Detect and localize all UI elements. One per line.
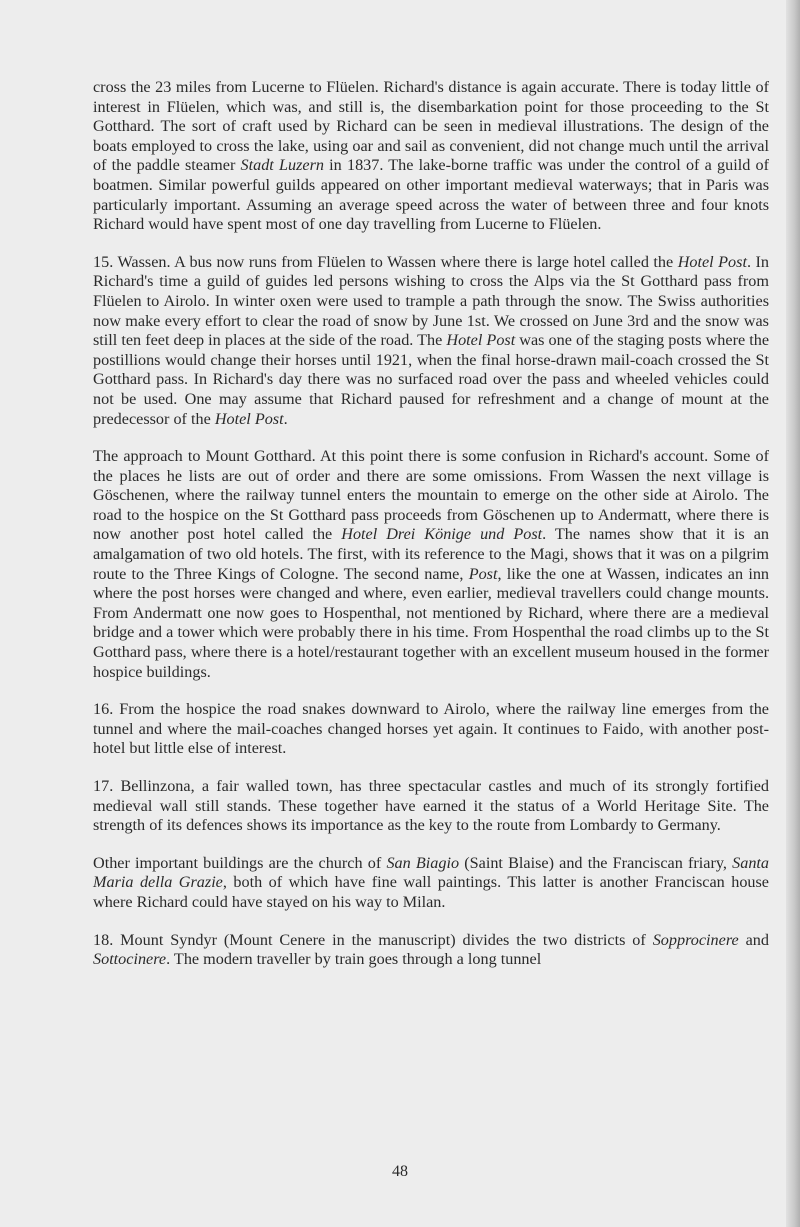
text-run: Other important buildings are the church of <box>93 853 387 872</box>
italic-text: Post <box>468 564 498 583</box>
text-run: . The modern traveller by train goes through a long tunnel <box>166 950 542 969</box>
italic-text: Hotel Drei Könige und Post <box>341 525 543 544</box>
paragraph-4 <box>93 700 769 759</box>
italic-text: Sopprocinere <box>652 930 739 949</box>
text-run: . The names show that it is an amalgamation of two old hotels. The first, with its reference to the Magi, shows that it was on a pilgrim route to the Three Kings of Cologne. The second name, <box>93 525 770 583</box>
text-run: , both of which have fine wall paintings. This latter is another Franciscan house where Richard could have stayed on his way to Milan. <box>93 873 769 911</box>
paragraph-2 <box>93 253 769 429</box>
paragraph-6 <box>93 854 769 913</box>
text-run: . <box>283 409 288 428</box>
text-run: 16. From the hospice the road snakes downward to Airolo, where the railway line emerges from the tunnel and where the mail-coaches changed horses yet again. It continues to Faido, with another post-hotel but little else of interest. <box>93 700 769 758</box>
page-edge-shadow <box>786 0 800 1227</box>
paragraph-3 <box>93 447 769 682</box>
text-run: The approach to Mount Gotthard. At this point there is some confusion in Richard's account. Some of the places he lists are out of order and there are some omissions. From Wassen the next village is Göschenen, where the railway tunnel enters the mountain to emerge on the other side at Airolo. The road to the hospice on the St Gotthard pass proceeds from Göschenen up to Andermatt, where there is now another post hotel called the <box>93 447 769 544</box>
text-run: . In Richard's time a guild of guides led persons wishing to cross the Alps via the St Gotthard pass from Flüelen to Airolo. In winter oxen were used to trample a path through the snow. The Swiss authorities now make every effort to clear the road of snow by June 1st. We crossed on June 3rd and the snow was still ten feet deep in places at the side of the road. The <box>93 252 769 350</box>
text-run: in 1837. The lake-borne traffic was under the control of a guild of boatmen. Similar powerful guilds appeared on other important medieval waterways; that in Paris was particularly important. Assuming an average speed across the water of between three and four knots Richard would have spent most of one day travelling from Lucerne to Flüelen. <box>93 156 769 234</box>
paragraph-7 <box>93 931 769 970</box>
italic-text: Sottocinere <box>93 950 167 969</box>
italic-text: San Biagio <box>386 853 460 872</box>
text-run: , like the one at Wassen, indicates an inn where the post horses were changed and where, even earlier, medieval travellers could change mounts. From Andermatt one now goes to Hospenthal, not mentioned by Richard, where there are a medieval bridge and a tower which were probably there in his time. From Hospenthal the road climbs up to the St Gotthard pass, where there is a hotel/restaurant together with an excellent museum housed in the former hospice buildings. <box>93 564 770 681</box>
text-run: cross the 23 miles from Lucerne to Flüelen. Richard's distance is again accurate. There is today little of interest in Flüelen, which was, and still is, the disembarkation point for those proceeding to the St Gotthard. The sort of craft used by Richard can be seen in medieval illustrations. The design of the boats employed to cross the lake, using oar and sail as convenient, did not change much until the arrival of the paddle steamer <box>93 78 769 175</box>
text-run: was one of the staging posts where the postillions would change their horses until 1921, when the final horse-drawn mail-coach crossed the St Gotthard pass. In Richard's day there was no surfaced road over the pass and wheeled vehicles could not be used. One may assume that Richard paused for refreshment and a change of mount at the predecessor of the <box>93 331 769 428</box>
italic-text: Stadt Luzern <box>240 156 324 175</box>
paragraph-5 <box>93 777 769 836</box>
text-run: 15. Wassen. A bus now runs from Flüelen to Wassen where there is large hotel called the <box>93 252 678 271</box>
italic-text: Hotel Post <box>446 331 516 350</box>
body-text <box>93 78 769 988</box>
italic-text: Hotel Post <box>677 252 747 271</box>
text-run: (Saint Blaise) and the Franciscan friary, <box>459 853 733 872</box>
text-run: 18. Mount Syndyr (Mount Cenere in the manuscript) divides the two districts of <box>93 930 653 949</box>
text-run: 17. Bellinzona, a fair walled town, has three spectacular castles and much of its strongly fortified medieval wall still stands. These together have earned it the status of a World Heritage Site. The strength of its defences shows its importance as the key to the route from Lombardy to Germany. <box>93 777 769 835</box>
paragraph-1 <box>93 78 769 235</box>
italic-text: Santa Maria della Grazie <box>93 853 769 892</box>
text-run: and <box>738 930 769 949</box>
italic-text: Hotel Post <box>214 409 284 428</box>
page-number: 48 <box>392 1163 408 1180</box>
